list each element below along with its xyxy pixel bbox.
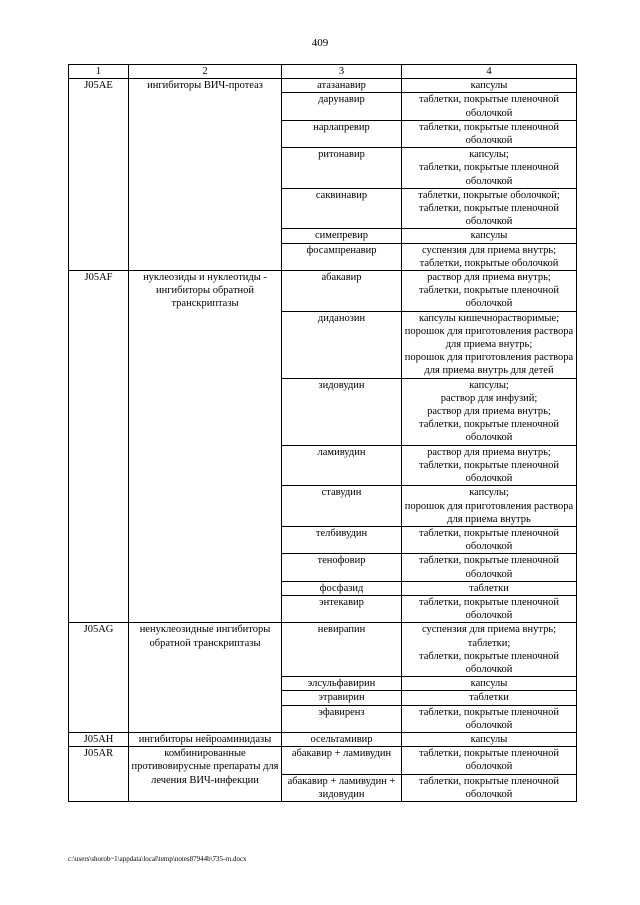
drug-name-cell: этравирин [282,691,402,705]
dosage-form-cell: таблетки, покрытые пленочной оболочкой [402,526,577,553]
dosage-form-cell: капсулы кишечнорастворимые; порошок для приготовления раствора для приема внутрь; порошок для приготовления раствора для приема внутрь для детей [402,311,577,378]
group-name-cell: ингибиторы ВИЧ-протеаз [129,79,282,271]
dosage-form-cell: таблетки, покрытые пленочной оболочкой [402,93,577,120]
drug-name-cell: атазанавир [282,79,402,93]
drug-name-cell: абакавир [282,271,402,312]
table-row [69,623,577,677]
drug-name-cell: невирапин [282,623,402,677]
dosage-form-cell: капсулы [402,732,577,746]
group-name-cell: ненуклеозидные ингибиторы обратной транскриптазы [129,623,282,733]
header-col-1: 1 [69,65,129,79]
table-row [69,79,577,93]
header-col-2: 2 [129,65,282,79]
group-name-cell: комбинированные противовирусные препараты для лечения ВИЧ-инфекции [129,747,282,802]
group-name-cell: ингибиторы нейроаминидазы [129,732,282,746]
file-path-footer: c:\users\shorob~1\appdata\local\temp\notes87944b\735-rn.docx [68,855,247,863]
dosage-form-cell: таблетки [402,581,577,595]
drug-name-cell: абакавир + ламивудин [282,747,402,774]
drug-name-cell: фосфазид [282,581,402,595]
drug-name-cell: фосампренавир [282,243,402,270]
page-number: 409 [311,37,329,49]
table-header-row [69,65,577,79]
dosage-form-cell: капсулы; порошок для приготовления раствора для приема внутрь [402,486,577,527]
drug-name-cell: телбивудин [282,526,402,553]
dosage-form-cell: таблетки, покрытые пленочной оболочкой [402,595,577,622]
atc-code-cell: J05AG [69,623,129,733]
header-col-4: 4 [402,65,577,79]
dosage-form-cell: суспензия для приема внутрь; таблетки; таблетки, покрытые пленочной оболочкой [402,623,577,677]
drug-name-cell: энтекавир [282,595,402,622]
drug-name-cell: зидовудин [282,378,402,445]
drug-table [68,64,577,802]
drug-name-cell: ставудин [282,486,402,527]
drug-name-cell: абакавир + ламивудин + зидовудин [282,774,402,801]
atc-code-cell: J05AH [69,732,129,746]
drug-name-cell: эфавиренз [282,705,402,732]
drug-name-cell: ритонавир [282,148,402,189]
dosage-form-cell: таблетки [402,691,577,705]
dosage-form-cell: таблетки, покрытые пленочной оболочкой [402,747,577,774]
drug-name-cell: диданозин [282,311,402,378]
dosage-form-cell: капсулы; раствор для инфузий; раствор для приема внутрь; таблетки, покрытые пленочной оболочкой [402,378,577,445]
atc-code-cell: J05AF [69,271,129,623]
atc-code-cell: J05AR [69,747,129,802]
drug-name-cell: тенофовир [282,554,402,581]
drug-name-cell: ламивудин [282,445,402,486]
drug-name-cell: нарлапревир [282,120,402,147]
table-row [69,732,577,746]
drug-name-cell: саквинавир [282,188,402,229]
atc-code-cell: J05AE [69,79,129,271]
drug-name-cell: элсульфавирин [282,677,402,691]
dosage-form-cell: раствор для приема внутрь; таблетки, покрытые пленочной оболочкой [402,271,577,312]
header-col-3: 3 [282,65,402,79]
dosage-form-cell: таблетки, покрытые пленочной оболочкой [402,554,577,581]
dosage-form-cell: капсулы [402,677,577,691]
dosage-form-cell: суспензия для приема внутрь; таблетки, покрытые оболочкой [402,243,577,270]
table-row [69,271,577,312]
group-name-cell: нуклеозиды и нуклеотиды - ингибиторы обратной транскриптазы [129,271,282,623]
drug-name-cell: симепревир [282,229,402,243]
drug-table-body [69,65,577,802]
dosage-form-cell: капсулы [402,229,577,243]
dosage-form-cell: таблетки, покрытые пленочной оболочкой [402,774,577,801]
dosage-form-cell: капсулы [402,79,577,93]
dosage-form-cell: таблетки, покрытые пленочной оболочкой [402,705,577,732]
drug-name-cell: осельтамивир [282,732,402,746]
table-row [69,747,577,774]
drug-name-cell: дарунавир [282,93,402,120]
dosage-form-cell: таблетки, покрытые пленочной оболочкой [402,120,577,147]
dosage-form-cell: таблетки, покрытые оболочкой; таблетки, покрытые пленочной оболочкой [402,188,577,229]
dosage-form-cell: раствор для приема внутрь; таблетки, покрытые пленочной оболочкой [402,445,577,486]
dosage-form-cell: капсулы; таблетки, покрытые пленочной оболочкой [402,148,577,189]
